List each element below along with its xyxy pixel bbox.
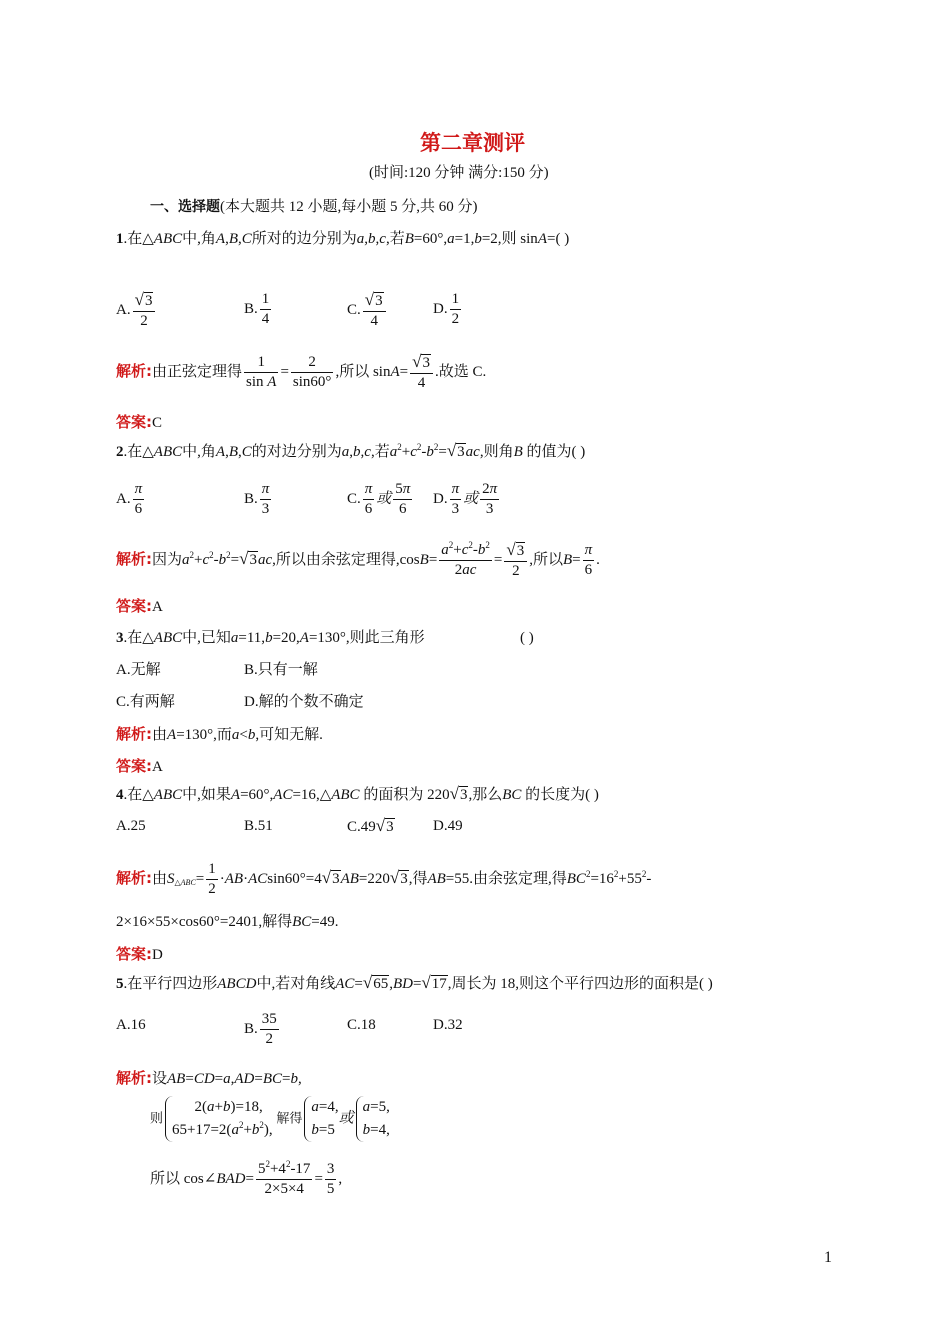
q3-option-d[interactable]: D.解的个数不确定 — [244, 694, 364, 710]
q3-option-a[interactable]: A.无解 — [116, 662, 161, 678]
q1-answer: 答案:C — [116, 413, 163, 431]
q1-option-d[interactable]: D. $\frac{1}{2}$ — [433, 291, 460, 327]
q4-option-d[interactable]: D.49 — [433, 818, 463, 834]
section-heading-note: (本大题共 12 小题,每小题 5 分,共 60 分) — [220, 199, 478, 215]
question-number: 4 — [116, 787, 124, 803]
q1-option-b[interactable]: B. $\frac{1}{4}$ — [244, 291, 270, 327]
q4-option-b[interactable]: B.51 — [244, 818, 273, 834]
q4-answer: 答案:D — [116, 945, 163, 963]
q3-option-b[interactable]: B.只有一解 — [244, 662, 318, 678]
section-heading — [150, 197, 478, 217]
question-3: 3.在△ABC中,已知a=11,b=20,A=130°,则此三角形 — [116, 630, 425, 646]
question-text: =( ) — [546, 231, 570, 247]
page-number: 1 — [824, 1249, 832, 1266]
question-5: 5.在平行四边形ABCD中,若对角线AC=√65,BD=√17,周长为 18,则这个平行四边形的面积是( ) — [116, 973, 713, 992]
q5-cos: 所以 cos∠BAD= $\frac{5^2+4^2-17}{2\times 5\times 4}$ = $\frac{3}{5}$ , — [150, 1159, 343, 1197]
q2-option-b[interactable]: B. $\frac{\pi}{3}$ — [244, 481, 270, 517]
q4-analysis-cont: 2×16×55×cos60°=2401,解得BC=49. — [116, 914, 339, 930]
question-number: 5 — [116, 976, 124, 992]
question-1: 1.在△ABC中,角A,B,C所对的边分别为a,b,c,若B=60°,a=1,b=2,则 sinA=( ) — [116, 231, 570, 247]
q5-option-a[interactable]: A.16 — [116, 1017, 146, 1033]
q4-option-c[interactable]: C.49√3 — [347, 816, 394, 835]
q5-system: 则 2(a+b)=18, $65+17=2(a^2+b^2)$, 解得 a=4, b=5 或 a=5, b=4, — [150, 1096, 390, 1142]
q3-analysis: 解析:由A=130°,而a<b,可知无解. — [116, 725, 323, 743]
question-text: 中,角 — [182, 231, 216, 247]
q3-paren: ( ) — [520, 630, 534, 646]
question-4: 4.在△ABC中,如果A=60°,AC=16,△ABC 的面积为 220√3,那么BC 的长度为( ) — [116, 784, 599, 803]
q2-option-d[interactable]: D. $\frac{\pi}{3}$ 或 $\frac{2\pi}{3}$ — [433, 481, 498, 517]
question-number: 1 — [116, 231, 124, 247]
q3-option-c[interactable]: C.有两解 — [116, 694, 175, 710]
question-2: 2.在△ABC中,角A,B,C的对边分别为a,b,c,若$a^2+c^2-b^2=√3ac$,则角B 的值为( ) — [116, 441, 586, 460]
q1-analysis: 解析:由正弦定理得 $\frac{1}{\text{sin A}}$ = $\frac{2}{\sin 60^\circ}$ ,所以 sinA= $\frac{√3}{4}$ .故选 C. — [116, 352, 487, 391]
question-text: ,则 sin — [497, 231, 538, 247]
q2-analysis: 解析:因为$a^2+c^2-b^2=√3ac$,所以由余弦定理得,cosB= $\frac{a^2+c^2-b^2}{2ac}$ = $\frac{√3}{2}$ ,所以B= $\frac{\pi}{6}$ . — [116, 540, 600, 579]
q5-option-c[interactable]: C.18 — [347, 1017, 376, 1033]
section-heading-label: 一、选择题 — [150, 199, 220, 215]
question-text: 所对的边分别为 — [251, 231, 357, 247]
q5-analysis: 解析:设AB=CD=a,AD=BC=b, — [116, 1069, 302, 1087]
question-text: .在△ — [123, 231, 154, 247]
q2-option-a[interactable]: A. $\frac{\pi}{6}$ — [116, 481, 143, 517]
question-number: 2 — [116, 444, 124, 460]
q5-option-d[interactable]: D.32 — [433, 1017, 463, 1033]
q2-option-c[interactable]: C. $\frac{\pi}{6}$ 或 $\frac{5\pi}{6}$ — [347, 481, 411, 517]
page-title: 第二章测评 — [420, 131, 525, 155]
q4-option-a[interactable]: A.25 — [116, 818, 146, 834]
q4-analysis: 解析:由$S_{\triangle ABC}=$ $\frac{1}{2}$ ·AB·ACsin60°=4√3AB=220√3,得AB=55.由余弦定理,得$BC^2=16^2+55^2-$ — [116, 861, 652, 897]
question-number: 3 — [116, 630, 124, 646]
q1-option-c[interactable]: C. $\frac{√3}{4}$ — [347, 290, 388, 331]
question-text: ,若 — [385, 231, 405, 247]
q3-answer: 答案:A — [116, 757, 163, 775]
q5-option-b[interactable]: B. $\frac{35}{2}$ — [244, 1011, 277, 1047]
page-subtitle: (时间:120 分钟 满分:150 分) — [369, 165, 549, 181]
q2-answer: 答案:A — [116, 597, 163, 615]
q1-option-a[interactable]: A. $\frac{√3}{2}$ — [116, 290, 157, 331]
